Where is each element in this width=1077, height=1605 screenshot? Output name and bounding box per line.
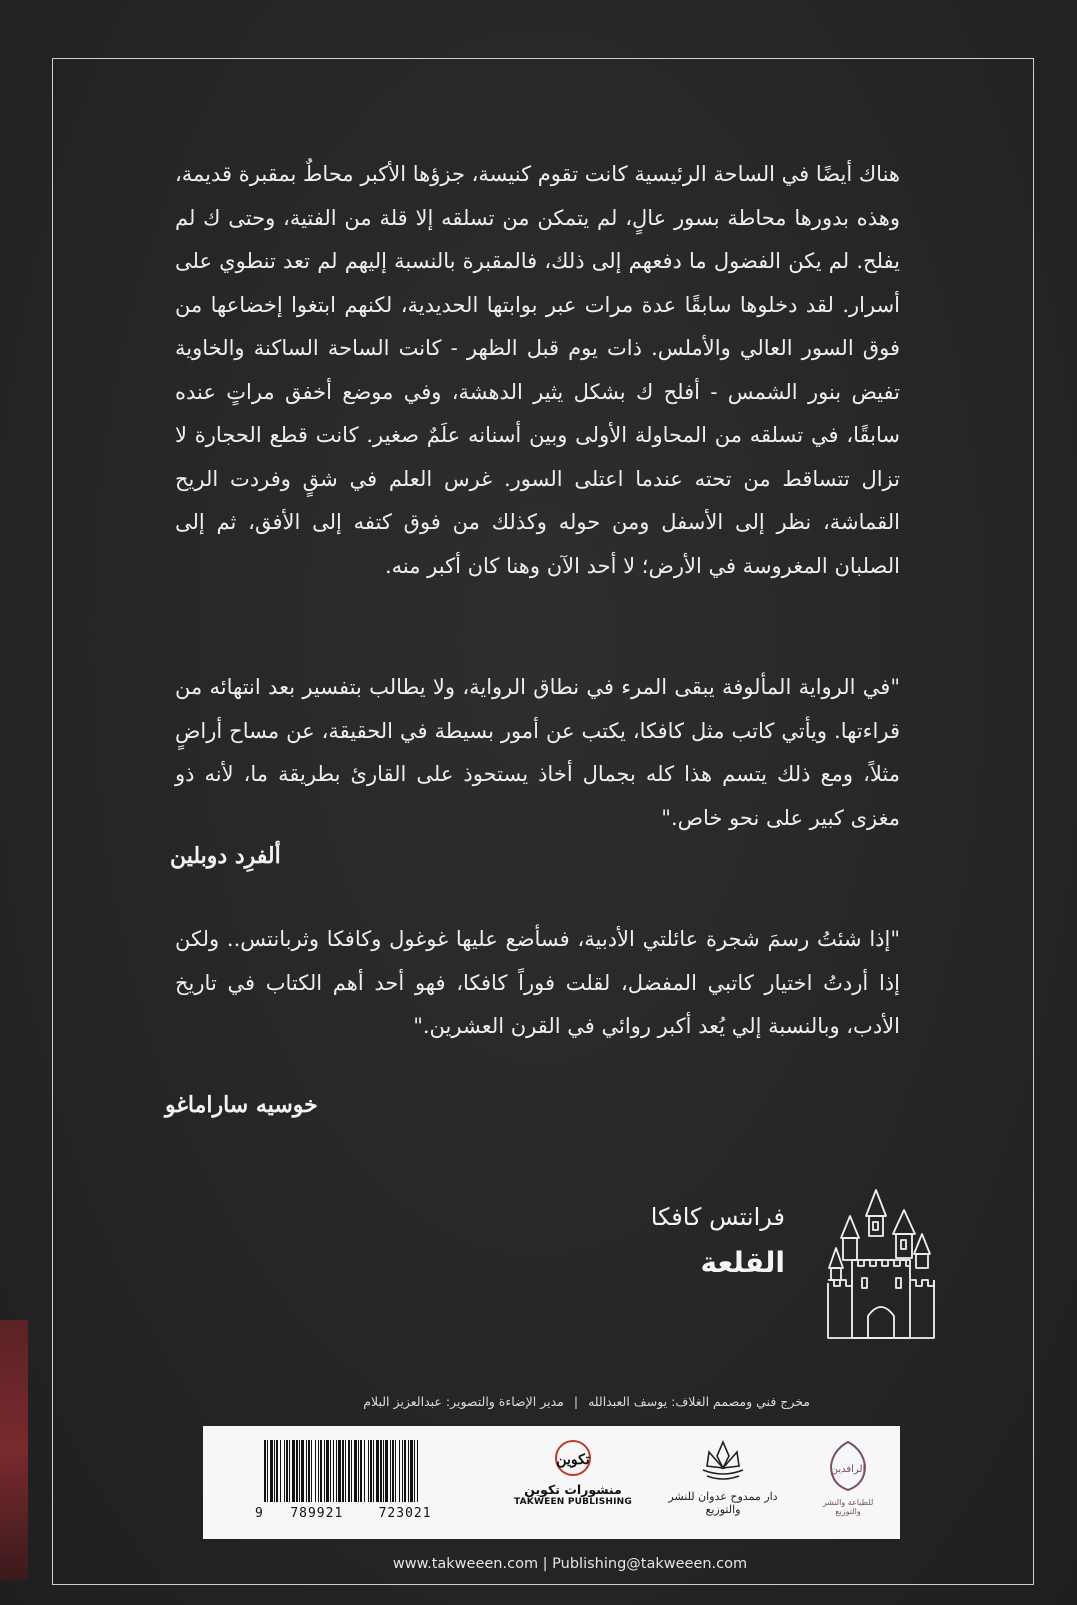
takween-logo <box>508 1438 638 1528</box>
mamdouh-adwan-name: دار ممدوح عدوان للنشر والتوزيع <box>668 1490 778 1516</box>
book-title: القلعة <box>700 1246 785 1279</box>
book-author: فرانتس كافكا <box>650 1203 785 1231</box>
page-edge <box>0 1320 28 1580</box>
mamdouh-adwan-logo <box>658 1438 788 1528</box>
rafidain-logo <box>813 1438 883 1528</box>
credit-lighting: مدير الإضاءة والتصوير: عبدالعزيز البلام <box>363 1394 564 1409</box>
rafidain-mark-icon <box>825 1438 871 1494</box>
credit-separator: | <box>573 1394 579 1409</box>
isbn-group-2: 723021 <box>378 1506 432 1521</box>
lotus-icon <box>699 1438 747 1482</box>
rafidain-subtitle: للطباعة والنشر والتوزيع <box>822 1498 874 1516</box>
cover-credits <box>250 1394 810 1409</box>
takween-mark-text: تكوين <box>556 1452 590 1468</box>
takween-name-ar: منشورات تكوين <box>524 1482 622 1497</box>
quote-author-saramago: خوسيه ساراماغو <box>165 1092 318 1118</box>
excerpt-paragraph: هناك أيضًا في الساحة الرئيسية كانت تقوم كنيسة، جزؤها الأكبر محاطٌ بمقبرة قديمة، وهذه بدورها محاطة بسور عالٍ، لم يتمكن من تسلقه إلا قلة من الفتية، وحتى ك لم يفلح. لم يكن الفضول ما دفعهم إلى ذلك، فالمقبرة بالنسبة إليهم لم تعد تنطوي على أسرار. لقد دخلوها سابقًا عدة مرات عبر بوابتها الحديدية، لكنهم ابتغوا إخضاعها من فوق السور العالي والأملس. ذات يوم قبل الظهر - كانت الساحة الساكنة والخاوية تفيض بنور الشمس - أفلح ك بشكل يثير الدهشة، وفي موضع أخفق مراتٍ عنده سابقًا، في تسلقه من المحاولة الأولى وبين أسنانه علَمٌ صغير. كانت قطع الحجارة لا تزال تتساقط من تحته عندما اعتلى السور. غرس العلم في شقٍ وفردت الريح القماشة، نظر إلى الأسفل ومن حوله وكذلك من فوق كتفه إلى الأفق، ثم إلى الصلبان المغروسة في الأرض؛ لا أحد الآن وهنا كان أكبر منه. <box>175 162 900 578</box>
castle-icon <box>826 1178 938 1340</box>
publisher-band <box>203 1426 900 1539</box>
quote-author-doblin: ألفرِد دوبلين <box>170 843 281 869</box>
isbn-group-1: 789921 <box>290 1506 344 1521</box>
rafidain-mark-text: الرافدين <box>830 1464 866 1475</box>
isbn-number <box>255 1506 435 1521</box>
takween-name-en: TAKWEEN PUBLISHING <box>514 1497 632 1507</box>
quote-doblin: "في الرواية المألوفة يبقى المرء في نطاق الرواية، ولا يطالب بتفسير بعد انتهائه من قراءتها. ويأتي كاتب مثل كافكا، يكتب عن أمور بسيطة في الحقيقة، عن مساح أراضٍ مثلاً، ومع ذلك يتسم هذا كله بجمال أخاذ يستحوذ على القارئ بطريقة ما، لأنه ذو مغزى كبير على نحو خاص." <box>175 675 900 830</box>
takween-mark-icon <box>547 1438 599 1478</box>
isbn-barcode <box>262 1440 422 1502</box>
credit-designer: مخرج فني ومصمم الغلاف: يوسف العبدالله <box>588 1394 810 1409</box>
quote-saramago: "إذا شئتُ رسمَ شجرة عائلتي الأدبية، فسأضع عليها غوغول وكافكا وثربانتس.. ولكن إذا أردتُ اختيار كاتبي المفضل، لقلت فوراً كافكا، فهو أحد أهم الكتاب في تاريخ الأدب، وبالنسبة إلي يُعد أكبر روائي في القرن العشرين." <box>175 927 900 1038</box>
publisher-contact: www.takweeen.com | Publishing@takweeen.com <box>392 1556 748 1572</box>
isbn-lead: 9 <box>255 1506 264 1521</box>
